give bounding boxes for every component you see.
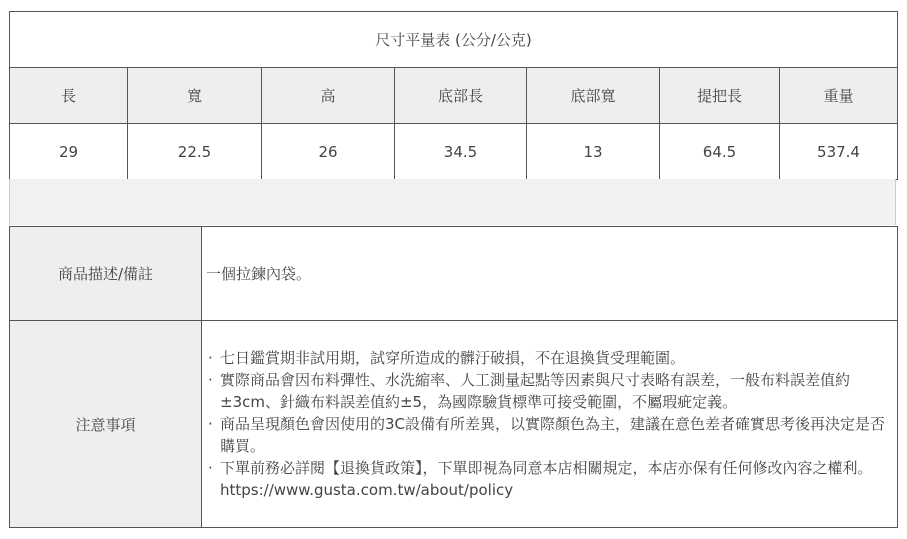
value-height: 26 bbox=[262, 124, 395, 180]
notes-cell bbox=[202, 321, 898, 528]
list-item bbox=[208, 347, 891, 369]
note-text: 商品呈現顏色會因使用的3C設備有所差異，以實際顏色為主，建議在意色差者確實思考後再決定是否購買。 bbox=[220, 415, 886, 455]
value-bottom-width: 13 bbox=[527, 124, 660, 180]
bullet-mark: · bbox=[208, 459, 213, 477]
header-bottom-length: 底部長 bbox=[395, 68, 527, 124]
info-table bbox=[9, 226, 898, 528]
note-text: 下單前務必詳閱【退換貨政策】，下單即視為同意本店相關規定，本店亦保有任何修改內容之權利。https://www.gusta.com.tw/about/policy bbox=[220, 459, 873, 499]
value-length: 29 bbox=[10, 124, 128, 180]
header-handle-length: 提把長 bbox=[660, 68, 780, 124]
value-handle-length: 64.5 bbox=[660, 124, 780, 180]
section-divider bbox=[9, 179, 896, 225]
header-width: 寬 bbox=[128, 68, 262, 124]
list-item bbox=[208, 457, 891, 501]
value-bottom-length: 34.5 bbox=[395, 124, 527, 180]
list-item bbox=[208, 413, 891, 457]
value-weight: 537.4 bbox=[780, 124, 898, 180]
bullet-mark: · bbox=[208, 415, 213, 433]
description-label: 商品描述/備註 bbox=[10, 227, 202, 321]
note-text: 實際商品會因布料彈性、水洗縮率、人工測量起點等因素與尺寸表略有誤差，一般布料誤差值約±3cm、針織布料誤差值約±5，為國際驗貨標準可接受範圍，不屬瑕疵定義。 bbox=[220, 371, 851, 411]
notes-label: 注意事項 bbox=[10, 321, 202, 528]
description-row bbox=[10, 227, 898, 321]
bullet-mark: · bbox=[208, 349, 213, 367]
value-width: 22.5 bbox=[128, 124, 262, 180]
list-item bbox=[208, 369, 891, 413]
note-text: 七日鑑賞期非試用期，試穿所造成的髒汙破損，不在退換貨受理範圍。 bbox=[220, 349, 686, 367]
description-text: 一個拉鍊內袋。 bbox=[202, 227, 898, 321]
header-length: 長 bbox=[10, 68, 128, 124]
size-table-title: 尺寸平量表 (公分/公克) bbox=[10, 12, 898, 68]
header-bottom-width: 底部寬 bbox=[527, 68, 660, 124]
size-table bbox=[9, 11, 898, 180]
header-weight: 重量 bbox=[780, 68, 898, 124]
header-height: 高 bbox=[262, 68, 395, 124]
size-header-row bbox=[10, 68, 898, 124]
size-value-row bbox=[10, 124, 898, 180]
bullet-mark: · bbox=[208, 371, 213, 389]
notes-row bbox=[10, 321, 898, 528]
notes-list bbox=[208, 347, 891, 501]
